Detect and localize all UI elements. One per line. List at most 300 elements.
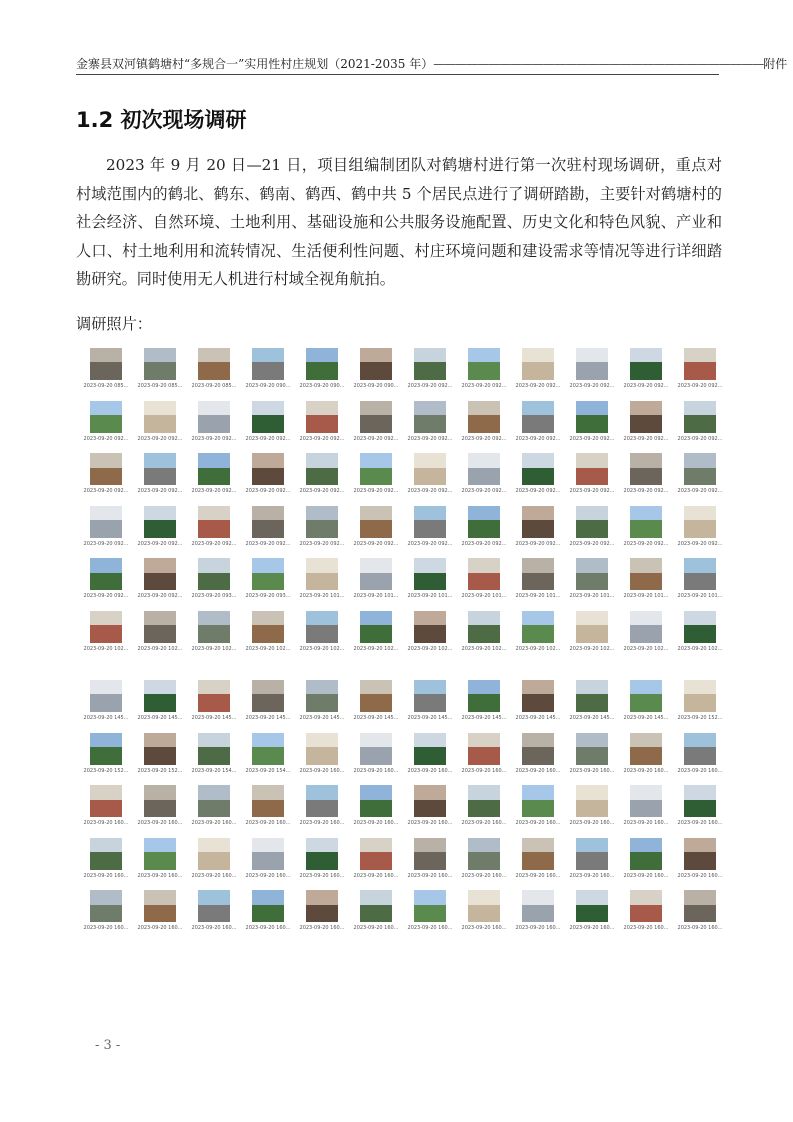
photo-thumbnail	[241, 838, 295, 891]
photo-thumbnail	[241, 611, 295, 664]
photo-caption: 2023-09-20 085...	[83, 383, 129, 389]
photo-image	[252, 680, 284, 712]
photo-thumbnail	[295, 558, 349, 611]
photo-thumbnail	[403, 401, 457, 454]
photo-caption: 2023-09-20 160...	[623, 820, 669, 827]
photo-thumbnail	[619, 506, 673, 559]
photo-caption: 2023-09-20 160...	[353, 767, 399, 774]
photo-image	[522, 401, 554, 433]
header-title: 金寨县双河镇鹤塘村“多规合一”实用性村庄规划（2021-2035 年）	[76, 57, 434, 71]
photo-thumbnail	[457, 680, 511, 733]
photo-thumbnail	[295, 838, 349, 891]
photo-thumbnail	[403, 453, 457, 506]
photo-thumbnail	[241, 348, 295, 401]
photo-image	[576, 348, 608, 380]
photo-image	[576, 453, 608, 485]
photo-caption: 2023-09-20 152...	[677, 715, 723, 721]
photo-caption: 2023-09-20 160...	[515, 820, 561, 827]
photo-caption: 2023-09-20 145...	[245, 715, 291, 721]
photo-caption: 2023-09-20 102...	[407, 645, 453, 652]
photo-image	[306, 401, 338, 433]
photo-image	[144, 348, 176, 380]
photo-image	[414, 838, 446, 870]
photo-caption: 2023-09-20 160...	[623, 767, 669, 774]
photo-image	[252, 506, 284, 538]
photo-thumbnail	[79, 838, 133, 891]
photo-thumbnail	[295, 453, 349, 506]
photo-caption: 2023-09-20 102...	[299, 645, 345, 652]
photo-caption: 2023-09-20 090...	[299, 383, 345, 389]
photo-image	[144, 733, 176, 765]
photo-caption: 2023-09-20 160...	[245, 872, 291, 879]
photo-thumbnail	[133, 733, 187, 786]
photo-caption: 2023-09-20 160...	[407, 925, 453, 932]
header-suffix: 附件	[763, 57, 788, 71]
photo-thumbnail	[349, 453, 403, 506]
photo-image	[198, 838, 230, 870]
photo-thumbnail	[511, 558, 565, 611]
photo-caption: 2023-09-20 092...	[191, 435, 237, 442]
header-dash-rule: ——————————————————————————————	[433, 57, 764, 71]
photo-thumbnail	[349, 733, 403, 786]
photo-thumbnail	[403, 838, 457, 891]
photo-caption: 2023-09-20 160...	[353, 872, 399, 879]
photo-caption: 2023-09-20 102...	[461, 645, 507, 652]
header-rule-line	[76, 74, 719, 75]
photo-image	[630, 558, 662, 590]
photo-caption: 2023-09-20 092...	[623, 383, 669, 389]
photo-caption: 2023-09-20 092...	[677, 435, 723, 442]
photo-image	[414, 733, 446, 765]
photo-thumbnail	[349, 838, 403, 891]
photo-thumbnail	[673, 611, 727, 664]
photo-caption: 2023-09-20 102...	[569, 645, 615, 652]
photo-image	[414, 401, 446, 433]
photo-image	[468, 733, 500, 765]
photo-thumbnail	[241, 506, 295, 559]
photo-image	[198, 611, 230, 643]
photo-thumbnail	[673, 890, 727, 943]
photo-image	[468, 453, 500, 485]
photo-thumbnail	[133, 401, 187, 454]
photo-thumbnail	[133, 785, 187, 838]
photo-image	[360, 558, 392, 590]
photo-thumbnail	[79, 558, 133, 611]
photo-image	[522, 348, 554, 380]
photo-caption: 2023-09-20 092...	[461, 435, 507, 442]
photo-thumbnail	[565, 401, 619, 454]
photo-caption: 2023-09-20 092...	[569, 435, 615, 442]
photo-thumbnail	[79, 680, 133, 733]
photo-image	[468, 611, 500, 643]
photo-thumbnail	[457, 453, 511, 506]
photo-image	[198, 506, 230, 538]
photo-caption: 2023-09-20 101...	[677, 593, 723, 600]
photo-image	[576, 401, 608, 433]
photo-image	[306, 785, 338, 817]
photo-image	[144, 838, 176, 870]
photo-image	[414, 348, 446, 380]
photo-caption: 2023-09-20 090...	[245, 383, 291, 389]
photo-thumbnail	[295, 506, 349, 559]
photo-image	[684, 348, 716, 380]
photo-thumbnail	[511, 680, 565, 733]
photo-caption: 2023-09-20 145...	[461, 715, 507, 721]
photo-caption: 2023-09-20 154...	[191, 767, 237, 774]
photo-thumbnail	[187, 453, 241, 506]
photo-caption: 2023-09-20 160...	[191, 872, 237, 879]
photo-caption: 2023-09-20 152...	[83, 767, 129, 774]
photo-image	[468, 348, 500, 380]
photo-image	[90, 733, 122, 765]
photo-thumbnail	[619, 558, 673, 611]
photo-caption: 2023-09-20 102...	[137, 645, 183, 652]
photo-image	[522, 733, 554, 765]
photo-image	[468, 401, 500, 433]
photo-image	[360, 890, 392, 922]
photo-thumbnail	[457, 733, 511, 786]
photo-image	[630, 838, 662, 870]
photo-image	[360, 680, 392, 712]
photo-caption: 2023-09-20 160...	[461, 872, 507, 879]
photo-thumbnail	[79, 890, 133, 943]
photo-caption: 2023-09-20 160...	[299, 767, 345, 774]
photo-thumbnail	[673, 680, 727, 733]
photo-thumbnail	[187, 838, 241, 891]
photo-image	[144, 401, 176, 433]
photo-image	[414, 680, 446, 712]
photo-thumbnail	[295, 348, 349, 401]
photo-image	[144, 453, 176, 485]
photo-image	[90, 506, 122, 538]
photo-caption: 2023-09-20 092...	[569, 383, 615, 389]
photo-thumbnail	[349, 401, 403, 454]
photo-thumbnail	[457, 838, 511, 891]
photo-caption: 2023-09-20 160...	[191, 820, 237, 827]
photo-thumbnail	[79, 785, 133, 838]
photo-image	[684, 680, 716, 712]
photo-thumbnail	[511, 453, 565, 506]
photo-thumbnail	[619, 611, 673, 664]
section-title: 1.2 初次现场调研	[76, 108, 247, 132]
photo-thumbnail	[619, 453, 673, 506]
photo-image	[306, 611, 338, 643]
photo-thumbnail	[457, 558, 511, 611]
photo-thumbnail	[565, 611, 619, 664]
photo-caption: 2023-09-20 160...	[137, 820, 183, 827]
photo-caption: 2023-09-20 092...	[299, 540, 345, 547]
photo-caption: 2023-09-20 101...	[353, 593, 399, 600]
photo-caption: 2023-09-20 160...	[569, 820, 615, 827]
photo-caption: 2023-09-20 092...	[191, 488, 237, 495]
photo-image	[522, 838, 554, 870]
photo-image	[576, 680, 608, 712]
photo-image	[630, 401, 662, 433]
photo-caption: 2023-09-20 101...	[299, 593, 345, 600]
photo-image	[684, 785, 716, 817]
photo-thumbnail	[79, 348, 133, 401]
photo-thumbnail	[133, 680, 187, 733]
photo-image	[252, 611, 284, 643]
photo-image	[414, 785, 446, 817]
photo-caption: 2023-09-20 145...	[569, 715, 615, 721]
photo-caption: 2023-09-20 160...	[461, 925, 507, 932]
photo-image	[198, 680, 230, 712]
photo-thumbnail	[187, 733, 241, 786]
photo-caption: 2023-09-20 145...	[353, 715, 399, 721]
photo-caption: 2023-09-20 092...	[83, 540, 129, 547]
photo-caption: 2023-09-20 160...	[299, 925, 345, 932]
photo-thumbnail	[187, 401, 241, 454]
photo-image	[360, 401, 392, 433]
photo-thumbnail	[79, 611, 133, 664]
photo-caption: 2023-09-20 092...	[83, 593, 129, 600]
photo-image	[414, 453, 446, 485]
photo-caption: 2023-09-20 160...	[407, 767, 453, 774]
photo-caption: 2023-09-20 092...	[515, 435, 561, 442]
photo-image	[252, 401, 284, 433]
photo-thumbnail	[565, 348, 619, 401]
photo-image	[360, 611, 392, 643]
photo-image	[684, 558, 716, 590]
photo-thumbnail	[187, 348, 241, 401]
photo-image	[360, 348, 392, 380]
photo-caption: 2023-09-20 092...	[461, 488, 507, 495]
photo-thumbnail	[457, 611, 511, 664]
photo-image	[198, 348, 230, 380]
photo-thumbnail	[349, 506, 403, 559]
photo-image	[252, 838, 284, 870]
photo-thumbnail	[241, 558, 295, 611]
photo-caption: 2023-09-20 092...	[137, 435, 183, 442]
photo-image	[360, 785, 392, 817]
photo-caption: 2023-09-20 160...	[515, 767, 561, 774]
photo-caption: 2023-09-20 092...	[677, 488, 723, 495]
photo-caption: 2023-09-20 160...	[515, 872, 561, 879]
photo-image	[360, 453, 392, 485]
photo-thumbnail	[403, 506, 457, 559]
photo-caption: 2023-09-20 092...	[623, 488, 669, 495]
photo-caption: 2023-09-20 092...	[569, 540, 615, 547]
photo-thumbnail	[511, 401, 565, 454]
photo-caption: 2023-09-20 090...	[353, 383, 399, 389]
photo-caption: 2023-09-20 160...	[245, 925, 291, 932]
photo-caption: 2023-09-20 160...	[677, 820, 723, 827]
photo-caption: 2023-09-20 160...	[623, 925, 669, 932]
photo-caption: 2023-09-20 160...	[569, 767, 615, 774]
photo-thumbnail	[619, 785, 673, 838]
photo-caption: 2023-09-20 102...	[353, 645, 399, 652]
photo-caption: 2023-09-20 092...	[623, 435, 669, 442]
photo-caption: 2023-09-20 092...	[407, 383, 453, 389]
photo-caption: 2023-09-20 092...	[353, 435, 399, 442]
photo-image	[90, 785, 122, 817]
photo-thumbnail	[565, 838, 619, 891]
photo-thumbnail	[187, 785, 241, 838]
photo-thumbnail	[673, 401, 727, 454]
photo-caption: 2023-09-20 092...	[83, 435, 129, 442]
photo-grid-morning	[79, 348, 727, 664]
photo-caption: 2023-09-20 160...	[299, 872, 345, 879]
photo-image	[522, 680, 554, 712]
photo-thumbnail	[673, 506, 727, 559]
photo-grid-afternoon	[79, 680, 727, 943]
photo-thumbnail	[133, 890, 187, 943]
photo-thumbnail	[511, 611, 565, 664]
photo-image	[684, 733, 716, 765]
photo-thumbnail	[673, 453, 727, 506]
photo-thumbnail	[673, 348, 727, 401]
photo-image	[468, 838, 500, 870]
photo-image	[90, 348, 122, 380]
photo-thumbnail	[241, 453, 295, 506]
photo-thumbnail	[349, 680, 403, 733]
photo-thumbnail	[457, 348, 511, 401]
photo-image	[576, 611, 608, 643]
photo-thumbnail	[133, 506, 187, 559]
photo-thumbnail	[673, 838, 727, 891]
photo-thumbnail	[457, 506, 511, 559]
photo-thumbnail	[295, 401, 349, 454]
photo-thumbnail	[79, 506, 133, 559]
photo-caption: 2023-09-20 092...	[245, 488, 291, 495]
photo-image	[630, 733, 662, 765]
photo-image	[522, 506, 554, 538]
photo-thumbnail	[619, 733, 673, 786]
photo-thumbnail	[133, 348, 187, 401]
body-paragraph: 2023 年 9 月 20 日—21 日，项目组编制团队对鹤塘村进行第一次驻村现场调研，重点对村域范围内的鹤北、鹤东、鹤南、鹤西、鹤中共 5 个居民点进行了调研踏勘，主要针对鹤塘村的社会经济、自然环境、土地利用、基础设施和公共服务设施配置、历史文化和特色风貌、产业和人口、村土地利用和流转情况、生活便利性问题、村庄环境问题和建设需求等情况等进行详细踏勘研究。同时使用无人机进行村域全视角航拍。	[76, 156, 722, 289]
photo-thumbnail	[457, 785, 511, 838]
photo-caption: 2023-09-20 092...	[515, 540, 561, 547]
photo-caption: 2023-09-20 145...	[407, 715, 453, 721]
photo-image	[90, 838, 122, 870]
photo-caption: 2023-09-20 160...	[245, 820, 291, 827]
photo-image	[360, 506, 392, 538]
photo-caption: 2023-09-20 160...	[353, 925, 399, 932]
photo-thumbnail	[241, 733, 295, 786]
photo-image	[522, 785, 554, 817]
photo-caption: 2023-09-20 145...	[137, 715, 183, 721]
photo-thumbnail	[133, 838, 187, 891]
photo-caption: 2023-09-20 092...	[461, 383, 507, 389]
photo-caption: 2023-09-20 160...	[623, 872, 669, 879]
photo-image	[198, 401, 230, 433]
photo-caption: 2023-09-20 160...	[353, 820, 399, 827]
photo-image	[144, 680, 176, 712]
photo-image	[630, 611, 662, 643]
photo-image	[144, 890, 176, 922]
photo-caption: 2023-09-20 160...	[569, 872, 615, 879]
photo-image	[252, 890, 284, 922]
photo-image	[414, 506, 446, 538]
photo-image	[414, 611, 446, 643]
photo-caption: 2023-09-20 092...	[299, 488, 345, 495]
photo-caption: 2023-09-20 160...	[407, 820, 453, 827]
photo-caption: 2023-09-20 152...	[137, 767, 183, 774]
photo-caption: 2023-09-20 145...	[191, 715, 237, 721]
photo-caption: 2023-09-20 085...	[137, 383, 183, 389]
photo-caption: 2023-09-20 092...	[245, 540, 291, 547]
photo-image	[576, 838, 608, 870]
photo-image	[198, 785, 230, 817]
photo-image	[198, 890, 230, 922]
photo-thumbnail	[565, 453, 619, 506]
photo-image	[198, 453, 230, 485]
photo-image	[630, 680, 662, 712]
photo-image	[576, 506, 608, 538]
photo-caption: 2023-09-20 160...	[137, 925, 183, 932]
photo-caption: 2023-09-20 160...	[191, 925, 237, 932]
photo-thumbnail	[511, 506, 565, 559]
photo-image	[306, 680, 338, 712]
photo-thumbnail	[349, 785, 403, 838]
photo-thumbnail	[565, 558, 619, 611]
photo-thumbnail	[673, 733, 727, 786]
photo-thumbnail	[403, 611, 457, 664]
photo-image	[468, 890, 500, 922]
photo-thumbnail	[565, 890, 619, 943]
photo-image	[630, 453, 662, 485]
photo-image	[684, 506, 716, 538]
photo-image	[468, 558, 500, 590]
photo-thumbnail	[187, 890, 241, 943]
photo-thumbnail	[241, 680, 295, 733]
photo-caption: 2023-09-20 101...	[461, 593, 507, 600]
photo-image	[468, 680, 500, 712]
photo-thumbnail	[187, 558, 241, 611]
photo-caption: 2023-09-20 160...	[515, 925, 561, 932]
photo-caption: 2023-09-20 160...	[677, 767, 723, 774]
photo-image	[90, 558, 122, 590]
photo-thumbnail	[295, 611, 349, 664]
photo-thumbnail	[619, 680, 673, 733]
photo-thumbnail	[511, 838, 565, 891]
photo-image	[468, 785, 500, 817]
photo-image	[414, 558, 446, 590]
photo-thumbnail	[349, 611, 403, 664]
photo-caption: 2023-09-20 102...	[515, 645, 561, 652]
photo-thumbnail	[565, 680, 619, 733]
photo-caption: 2023-09-20 092...	[461, 540, 507, 547]
photo-caption: 2023-09-20 092...	[83, 488, 129, 495]
photo-caption: 2023-09-20 092...	[137, 540, 183, 547]
photo-thumbnail	[295, 733, 349, 786]
photo-thumbnail	[241, 401, 295, 454]
photo-image	[90, 611, 122, 643]
photo-image	[576, 558, 608, 590]
photo-caption: 2023-09-20 154...	[245, 767, 291, 774]
photo-thumbnail	[403, 558, 457, 611]
photo-thumbnail	[79, 401, 133, 454]
photo-image	[252, 785, 284, 817]
photo-caption: 2023-09-20 101...	[515, 593, 561, 600]
photo-image	[684, 890, 716, 922]
photo-thumbnail	[295, 785, 349, 838]
photo-image	[522, 890, 554, 922]
photo-thumbnail	[187, 506, 241, 559]
photo-caption: 2023-09-20 092...	[407, 540, 453, 547]
photo-image	[576, 890, 608, 922]
photo-image	[684, 401, 716, 433]
photo-caption: 2023-09-20 092...	[677, 383, 723, 389]
photo-thumbnail	[295, 890, 349, 943]
photo-caption: 2023-09-20 160...	[569, 925, 615, 932]
photo-thumbnail	[403, 733, 457, 786]
photo-label: 调研照片：	[76, 315, 152, 333]
photo-thumbnail	[511, 890, 565, 943]
photo-thumbnail	[241, 890, 295, 943]
photo-caption: 2023-09-20 145...	[299, 715, 345, 721]
